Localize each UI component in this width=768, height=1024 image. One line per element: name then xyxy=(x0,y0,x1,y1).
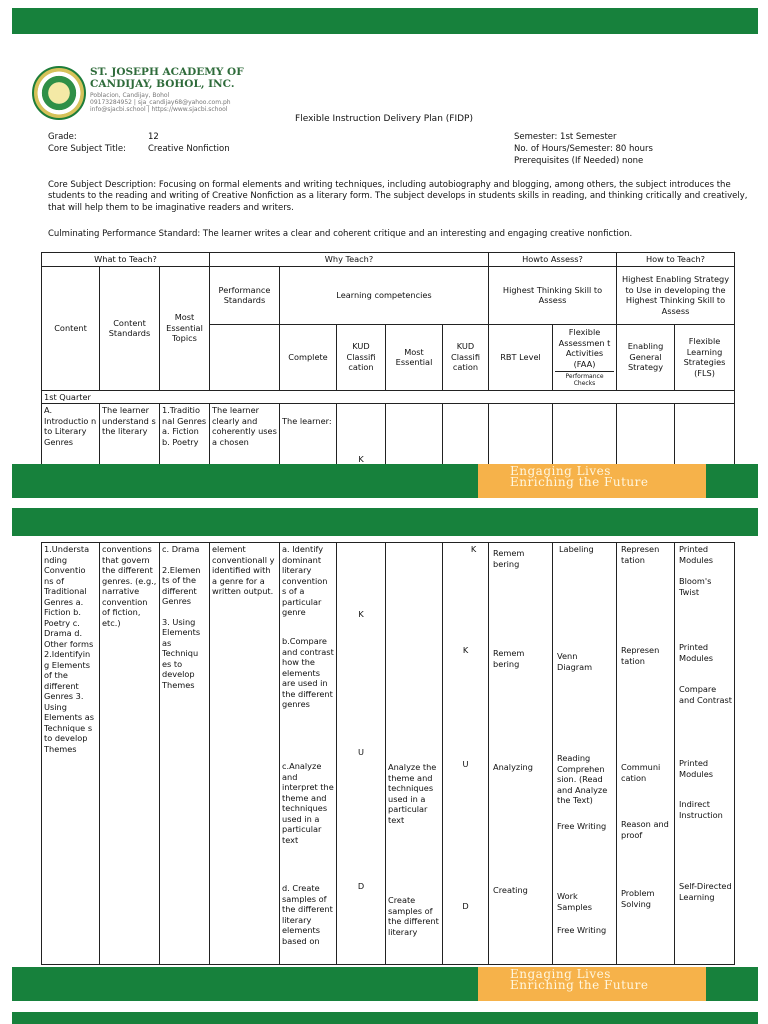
header-what-to-teach: What to Teach? xyxy=(42,253,210,267)
table-cell: 1.Traditio nal Genres a. Fiction b. Poetry xyxy=(160,404,210,466)
header-highest-thinking-skill: Highest Thinking Skill to Assess xyxy=(489,266,617,324)
top-banner xyxy=(12,8,758,34)
header-how-to-teach: How to Teach? xyxy=(617,253,735,267)
school-seal-icon xyxy=(32,66,86,120)
table-cell: Analyze the theme and techniques used in a particular text Create samples of the different literary xyxy=(386,543,443,965)
header-why-teach: Why Teach? xyxy=(210,253,489,267)
table-cell: a. Identify dominant literary convention s of a particular genre b.Compare and contrast how the elements are used in the different genres c.Analyze and interpret the theme and techniques used in a particular text d. Create samples of the different literary elements based on xyxy=(280,543,337,965)
school-contact-info: Poblacion, Candijay, Bohol 09173284952 | sja_candijay68@yahoo.com.ph info@sjacbi.school | https://www.sjacbi.school xyxy=(90,92,231,113)
header-faa: Flexible Assessmen t Activities (FAA) Performance Checks xyxy=(553,324,617,390)
page2-banner xyxy=(12,508,758,536)
page-footer: Engaging Lives Enriching the Future xyxy=(12,464,758,498)
table-cell: 1.Understa nding Conventio ns of Traditional Genres a. Fiction b. Poetry c. Drama d. Other forms 2.Identifyin g Elements of the different Genres 3. Using Elements as Technique s to develop Themes xyxy=(42,543,100,965)
header-complete: Complete xyxy=(280,324,337,390)
header-rbt-level: RBT Level xyxy=(489,324,553,390)
page3-banner xyxy=(12,1012,758,1024)
header-kud-classification-2: KUD Classifi cation xyxy=(443,324,489,390)
table-cell: conventions that govern the different genres. (e.g., narrative convention of fiction, etc.) xyxy=(100,543,160,965)
fidp-table-page2 xyxy=(41,542,735,965)
school-name: ST. JOSEPH ACADEMY OF CANDIJAY, BOHOL, INC. xyxy=(90,66,244,90)
table-cell: The learner clearly and coherently uses a chosen xyxy=(210,404,280,466)
header-fls: Flexible Learning Strategies (FLS) xyxy=(675,324,735,390)
page-footer-2: Engaging Lives Enriching the Future xyxy=(12,967,758,1001)
meta-right: Semester: 1st Semester No. of Hours/Semester: 80 hours Prerequisites (If Needed) none xyxy=(514,132,653,166)
header-content-standards: Content Standards xyxy=(100,266,160,390)
core-subject-description: Core Subject Description: Focusing on formal elements and writing techniques, including autobiography and blogging, among others, the subject introduces the students to the reading and writing of Creative Nonfiction as a literary form. The subject develops in students skills in reading, and thinking critically and creatively, that will help them to be imaginative readers and writers. xyxy=(48,180,748,213)
header-highest-enabling-strategy: Highest Enabling Strategy to Use in developing the Highest Thinking Skill to Assess xyxy=(617,266,735,324)
quarter-label: 1st Quarter xyxy=(42,390,735,404)
header-most-essential-topics: Most Essential Topics xyxy=(160,266,210,390)
table-cell: Labeling Venn Diagram Reading Comprehen sion. (Read and Analyze the Text) Free Writing Work Samples Free Writing xyxy=(553,543,617,965)
header-performance-standards: Performance Standards xyxy=(210,266,280,324)
table-cell: K K U D xyxy=(443,543,489,965)
fidp-table-page1 xyxy=(41,252,735,466)
table-cell: The learner understand s the literary xyxy=(100,404,160,466)
document-title: Flexible Instruction Delivery Plan (FIDP) xyxy=(295,114,473,124)
header-content: Content xyxy=(42,266,100,390)
table-cell: K U D xyxy=(337,543,386,965)
culminating-standard: Culminating Performance Standard: The learner writes a clear and coherent critique and an interesting and engaging creative nonfiction. xyxy=(48,229,633,239)
table-cell: K xyxy=(337,404,386,466)
header-how-to-assess: Howto Assess? xyxy=(489,253,617,267)
table-cell: The learner: xyxy=(280,404,337,466)
table-cell: Printed Modules Bloom's Twist Printed Modules Compare and Contrast Printed Modules Indirect Instruction Self-Directed Learning xyxy=(675,543,735,965)
table-cell: c. Drama 2.Elemen ts of the different Genres 3. Using Elements as Techniqu es to develop Themes xyxy=(160,543,210,965)
header-enabling-general-strategy: Enabling General Strategy xyxy=(617,324,675,390)
meta-left: Grade: 12 Core Subject Title: Creative Nonfiction xyxy=(48,132,230,154)
table-cell: Represen tation Represen tation Communi cation Reason and proof Problem Solving xyxy=(617,543,675,965)
table-cell: A. Introductio n to Literary Genres xyxy=(42,404,100,466)
header-kud-classification: KUD Classifi cation xyxy=(337,324,386,390)
table-cell: Remem bering Remem bering Analyzing Creating xyxy=(489,543,553,965)
table-cell: element conventionall y identified with a genre for a written output. xyxy=(210,543,280,965)
header-learning-competencies: Learning competencies xyxy=(280,266,489,324)
header-most-essential: Most Essential xyxy=(386,324,443,390)
